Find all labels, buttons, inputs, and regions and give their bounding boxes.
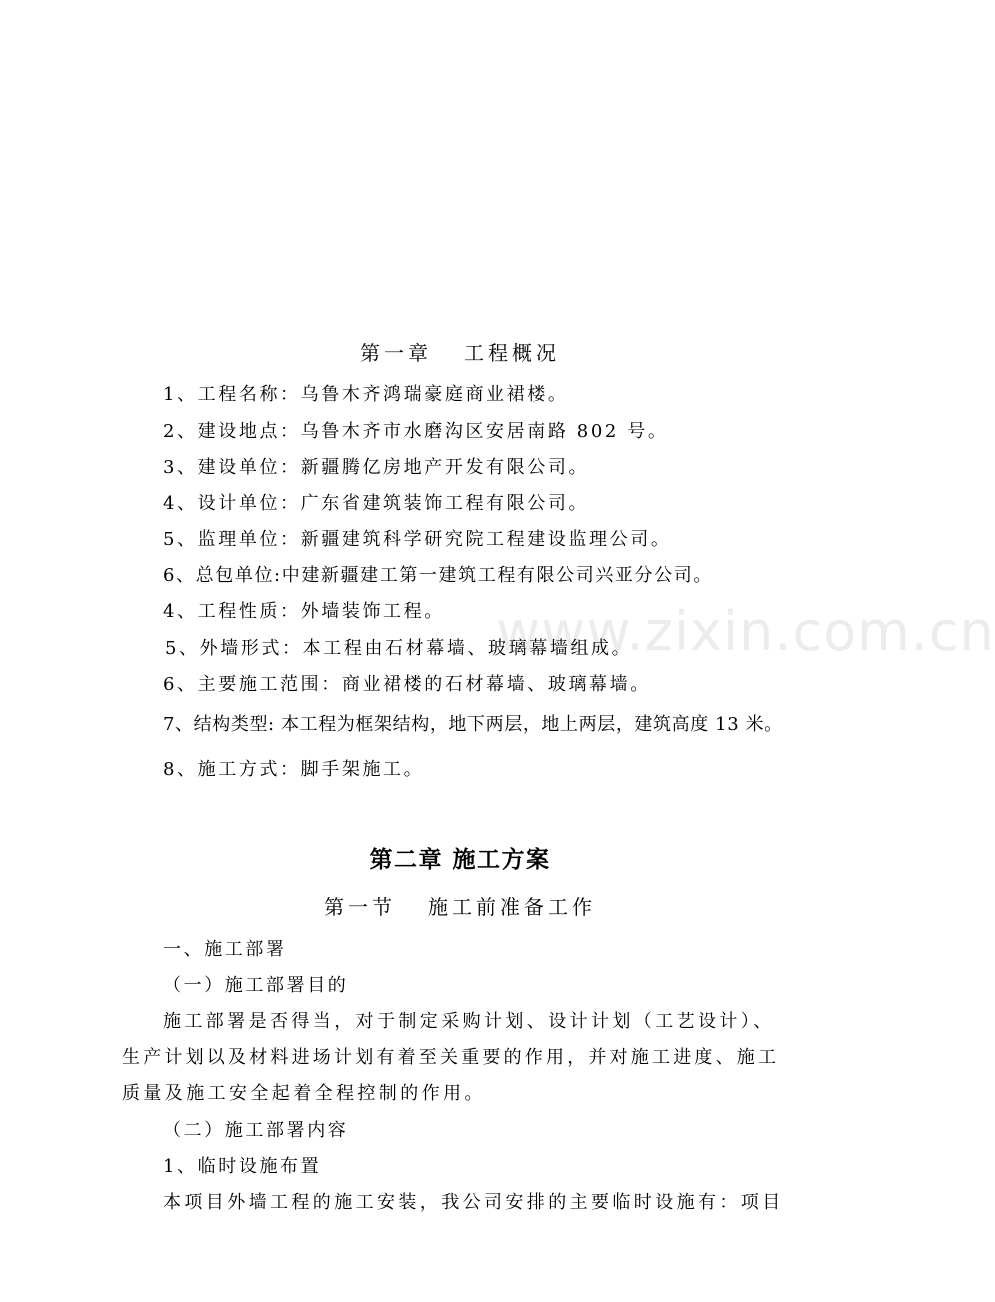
subheading-1: （一）施工部署目的 (163, 975, 349, 996)
list-item: 4、工程性质：外墙装饰工程。 (163, 601, 445, 622)
chapter1-title: 工程概况 (464, 341, 560, 365)
section-title: 施工前准备工作 (428, 895, 596, 919)
chapter1-heading (0, 343, 920, 363)
section-label: 第一节 (324, 895, 396, 919)
subheading-2: （二）施工部署内容 (163, 1120, 349, 1141)
paragraph-line: 施工部署是否得当，对于制定采购计划、设计计划（工艺设计）、 (163, 1011, 775, 1032)
heading-1: 一、施工部署 (163, 939, 287, 960)
chapter2-heading: 第二章 施工方案 (369, 846, 551, 873)
section-heading (0, 897, 920, 917)
watermark: www.zixin.com.cn (496, 600, 995, 663)
list-item: 5、监理单位：新疆建筑科学研究院工程建设监理公司。 (163, 529, 672, 550)
list-item: 4、设计单位：广东省建筑装饰工程有限公司。 (163, 493, 590, 514)
list-item: 6、主要施工范围：商业裙楼的石材幕墙、玻璃幕墙。 (163, 674, 651, 695)
list-item: 5、外墙形式：本工程由石材幕墙、玻璃幕墙组成。 (165, 638, 633, 659)
list-item: 1、工程名称：乌鲁木齐鸿瑞豪庭商业裙楼。 (163, 384, 569, 405)
numbered-item: 1、临时设施布置 (163, 1156, 322, 1177)
list-item: 2、建设地点：乌鲁木齐市水磨沟区安居南路 802 号。 (163, 421, 669, 442)
list-item: 8、施工方式：脚手架施工。 (163, 759, 425, 780)
list-item: 3、建设单位：新疆腾亿房地产开发有限公司。 (163, 457, 590, 478)
list-item: 6、总包单位:中建新疆建工第一建筑工程有限公司兴亚分公司。 (163, 565, 713, 586)
paragraph-line: 质量及施工安全起着全程控制的作用。 (122, 1083, 486, 1104)
list-item: 7、结构类型: 本工程为框架结构，地下两层，地上两层，建筑高度 13 米。 (163, 714, 783, 735)
paragraph-line: 本项目外墙工程的施工安装，我公司安排的主要临时设施有：项目 (163, 1192, 784, 1213)
chapter1-label: 第一章 (360, 341, 432, 365)
paragraph-line: 生产计划以及材料进场计划有着至关重要的作用，并对施工进度、施工 (122, 1047, 780, 1068)
